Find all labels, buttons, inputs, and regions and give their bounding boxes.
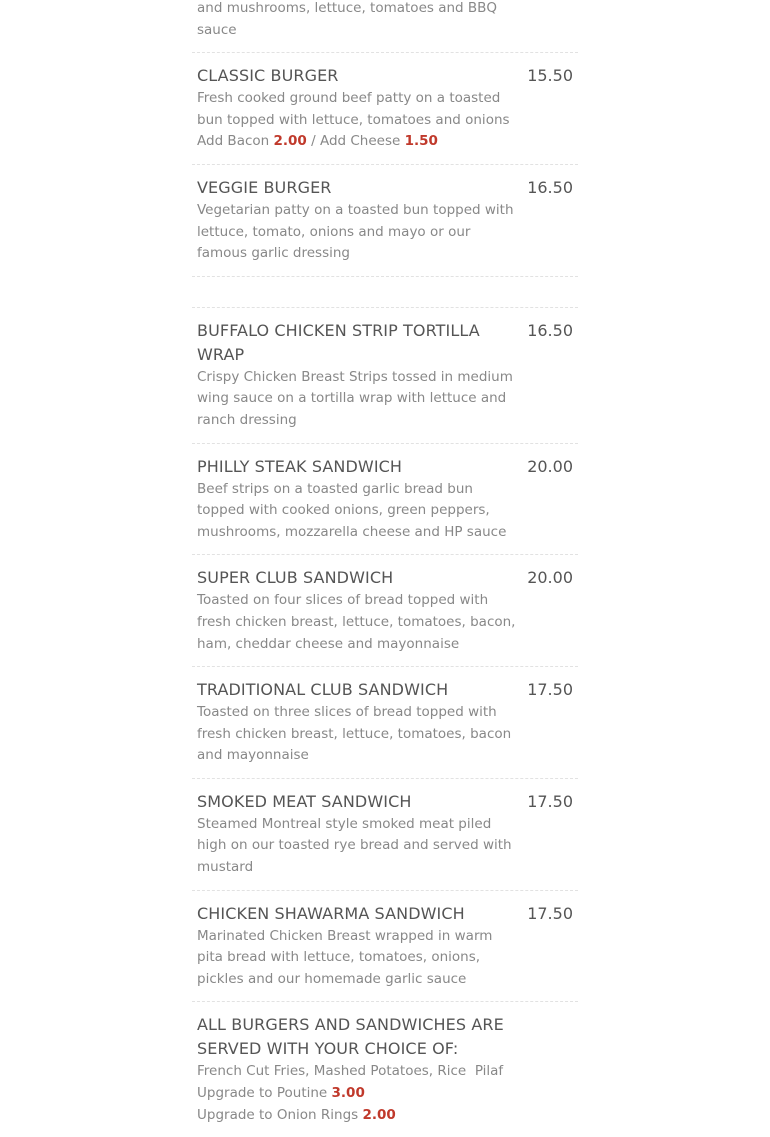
menu-item-smoked-meat <box>192 779 578 891</box>
menu-item-description: Marinated Chicken Breast wrapped in warm pita bread with lettuce, tomatoes, onions, pickles and our homemade garlic sauce <box>197 927 493 987</box>
addon-cheese-price: 1.50 <box>404 133 438 150</box>
menu-item-addons <box>197 131 517 153</box>
menu-item-classic-burger <box>192 53 578 165</box>
addon-bacon-price: 2.00 <box>273 133 307 150</box>
menu-item-price: 17.50 <box>527 791 573 811</box>
sides-heading: ALL BURGERS AND SANDWICHES ARE SERVED WITH YOUR CHOICE OF: <box>197 1015 504 1059</box>
menu-item-philly-steak <box>192 444 578 556</box>
menu-sides-info <box>192 1002 578 1137</box>
menu-item-name: PHILLY STEAK SANDWICH <box>197 456 403 476</box>
rings-price: 2.00 <box>362 1106 396 1123</box>
menu-item-price: 20.00 <box>527 456 573 476</box>
menu-spacer <box>192 277 578 308</box>
menu-item-name: BUFFALO CHICKEN STRIP TORTILLA WRAP <box>197 320 480 364</box>
menu-item-name: SUPER CLUB SANDWICH <box>197 568 394 588</box>
menu-list <box>192 0 578 1137</box>
menu-item-name: CLASSIC BURGER <box>197 66 339 86</box>
poutine-label: Upgrade to Poutine <box>197 1085 328 1102</box>
menu-item-price: 17.50 <box>527 680 573 700</box>
menu-item-price: 17.50 <box>527 903 573 923</box>
menu-item-description: Beef strips on a toasted garlic bread bun topped with cooked onions, green peppers, mushrooms, mozzarella cheese and HP sauce <box>197 480 507 540</box>
menu-item-description: Fresh cooked ground beef patty on a toasted bun topped with lettuce, tomatoes and onions <box>197 90 510 128</box>
sides-poutine-upgrade <box>197 1083 517 1105</box>
poutine-price: 3.00 <box>331 1085 365 1102</box>
addon-separator: / <box>306 133 320 150</box>
menu-item-price: 20.00 <box>527 568 573 588</box>
menu-item-price: 16.50 <box>527 320 573 340</box>
menu-item-description: Crispy Chicken Breast Strips tossed in medium wing sauce on a tortilla wrap with lettuce and ranch dressing <box>197 368 513 428</box>
addon-cheese-label: Add Cheese <box>319 133 401 150</box>
menu-item-price: 16.50 <box>527 177 573 197</box>
menu-item-partial <box>192 0 578 53</box>
menu-item-traditional-club <box>192 667 578 779</box>
menu-item-description: and mushrooms, lettuce, tomatoes and BBQ sauce <box>197 0 498 38</box>
menu-item-chicken-shawarma <box>192 891 578 1003</box>
menu-item-name: SMOKED MEAT SANDWICH <box>197 791 412 811</box>
menu-item-name: CHICKEN SHAWARMA SANDWICH <box>197 903 465 923</box>
menu-item-veggie-burger <box>192 165 578 277</box>
menu-item-price: 15.50 <box>527 66 573 86</box>
menu-item-description: Steamed Montreal style smoked meat piled high on our toasted rye bread and served with mustard <box>197 815 512 876</box>
menu-item-description: Toasted on three slices of bread topped with fresh chicken breast, lettuce, tomatoes, bacon and mayonnaise <box>197 704 512 764</box>
menu-item-description: Vegetarian patty on a toasted bun topped with lettuce, tomato, onions and mayo or our famous garlic dressing <box>197 201 514 262</box>
rings-label: Upgrade to Onion Rings <box>197 1106 359 1123</box>
menu-item-name: TRADITIONAL CLUB SANDWICH <box>197 680 449 700</box>
sides-rings-upgrade <box>197 1105 517 1127</box>
sides-options: French Cut Fries, Mashed Potatoes, Rice Pilaf <box>197 1063 504 1080</box>
menu-item-description: Toasted on four slices of bread topped with fresh chicken breast, lettuce, tomatoes, bacon, ham, cheddar cheese and mayonnaise <box>197 592 516 652</box>
menu-item-super-club <box>192 555 578 667</box>
menu-item-name: VEGGIE BURGER <box>197 177 332 197</box>
addon-bacon-label: Add Bacon <box>197 133 270 150</box>
menu-item-buffalo-wrap <box>192 308 578 444</box>
